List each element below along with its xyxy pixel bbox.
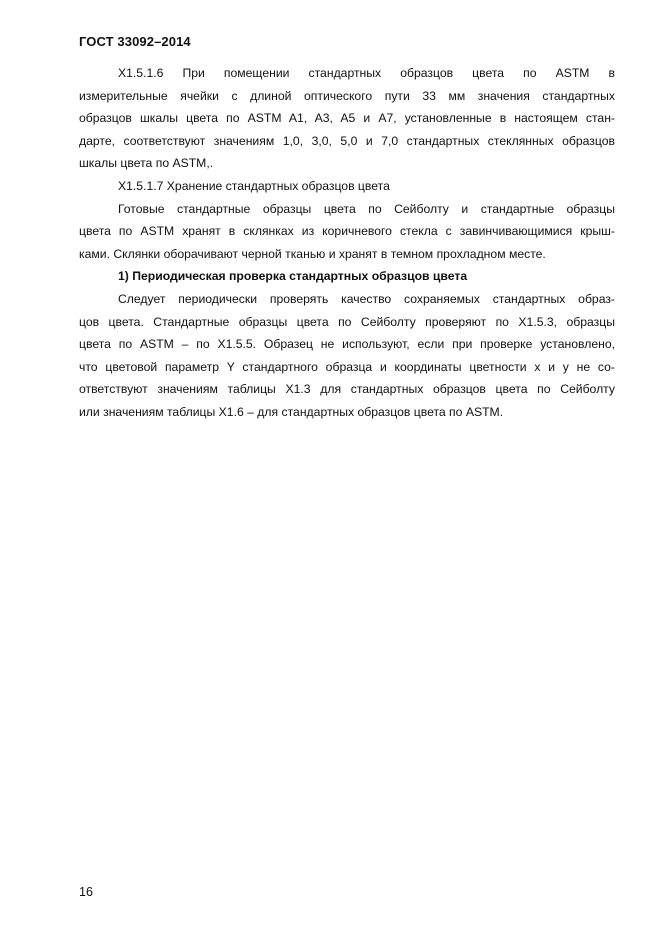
text-line: образцов шкалы цвета по ASTM A1, A3, A5 и A7, установленные в настоящем стан-: [79, 111, 615, 126]
paragraph-x1-5-1-7-heading: [79, 175, 615, 198]
text-line: X1.5.1.7 Хранение стандартных образцов цвета: [118, 178, 390, 193]
paragraph-periodic-check: [79, 288, 615, 424]
text-line: цов цвета. Стандартные образцы цвета по Сейболту проверяют по X1.5.3, образцы: [79, 314, 615, 329]
text-line: цвета по ASTM – по X1.5.5. Образец не используют, если при проверке установлено,: [79, 337, 615, 352]
document-body: [79, 62, 615, 424]
text-line: дарте, соответствуют значениям 1,0, 3,0, 5,0 и 7,0 стандартных стеклянных образцов: [79, 133, 615, 148]
text-line: или значениям таблицы X1.6 – для стандартных образцов цвета по ASTM.: [79, 404, 504, 419]
text-line: шкалы цвета по ASTM,.: [79, 156, 214, 171]
section-heading-periodic-check: [79, 265, 615, 288]
text-line: X1.5.1.6 При помещении стандартных образцов цвета по ASTM в: [118, 66, 615, 80]
text-line: цвета по ASTM хранят в склянках из коричневого стекла с завинчивающимися крыш-: [79, 224, 615, 239]
text-line: Следует периодически проверять качество сохраняемых стандартных образ-: [118, 291, 615, 306]
paragraph-x1-5-1-6: [79, 62, 615, 175]
text-line: 1) Периодическая проверка стандартных образцов цвета: [118, 269, 468, 284]
text-line: что цветовой параметр Y стандартного образца и координаты цветности x и y не со-: [79, 359, 615, 374]
text-line: измерительные ячейки с длиной оптического пути 33 мм значения стандартных: [79, 88, 615, 103]
text-line: ответствуют значениям таблицы X1.3 для стандартных образцов цвета по Сейболту: [79, 382, 615, 397]
text-line: ками. Склянки оборачивают черной тканью и хранят в темном прохладном месте.: [79, 246, 546, 261]
paragraph-storage: [79, 198, 615, 266]
page-number: 16: [79, 885, 93, 899]
document-header: ГОСТ 33092–2014: [79, 34, 191, 49]
text-line: Готовые стандартные образцы цвета по Сейболту и стандартные образцы: [118, 201, 615, 216]
